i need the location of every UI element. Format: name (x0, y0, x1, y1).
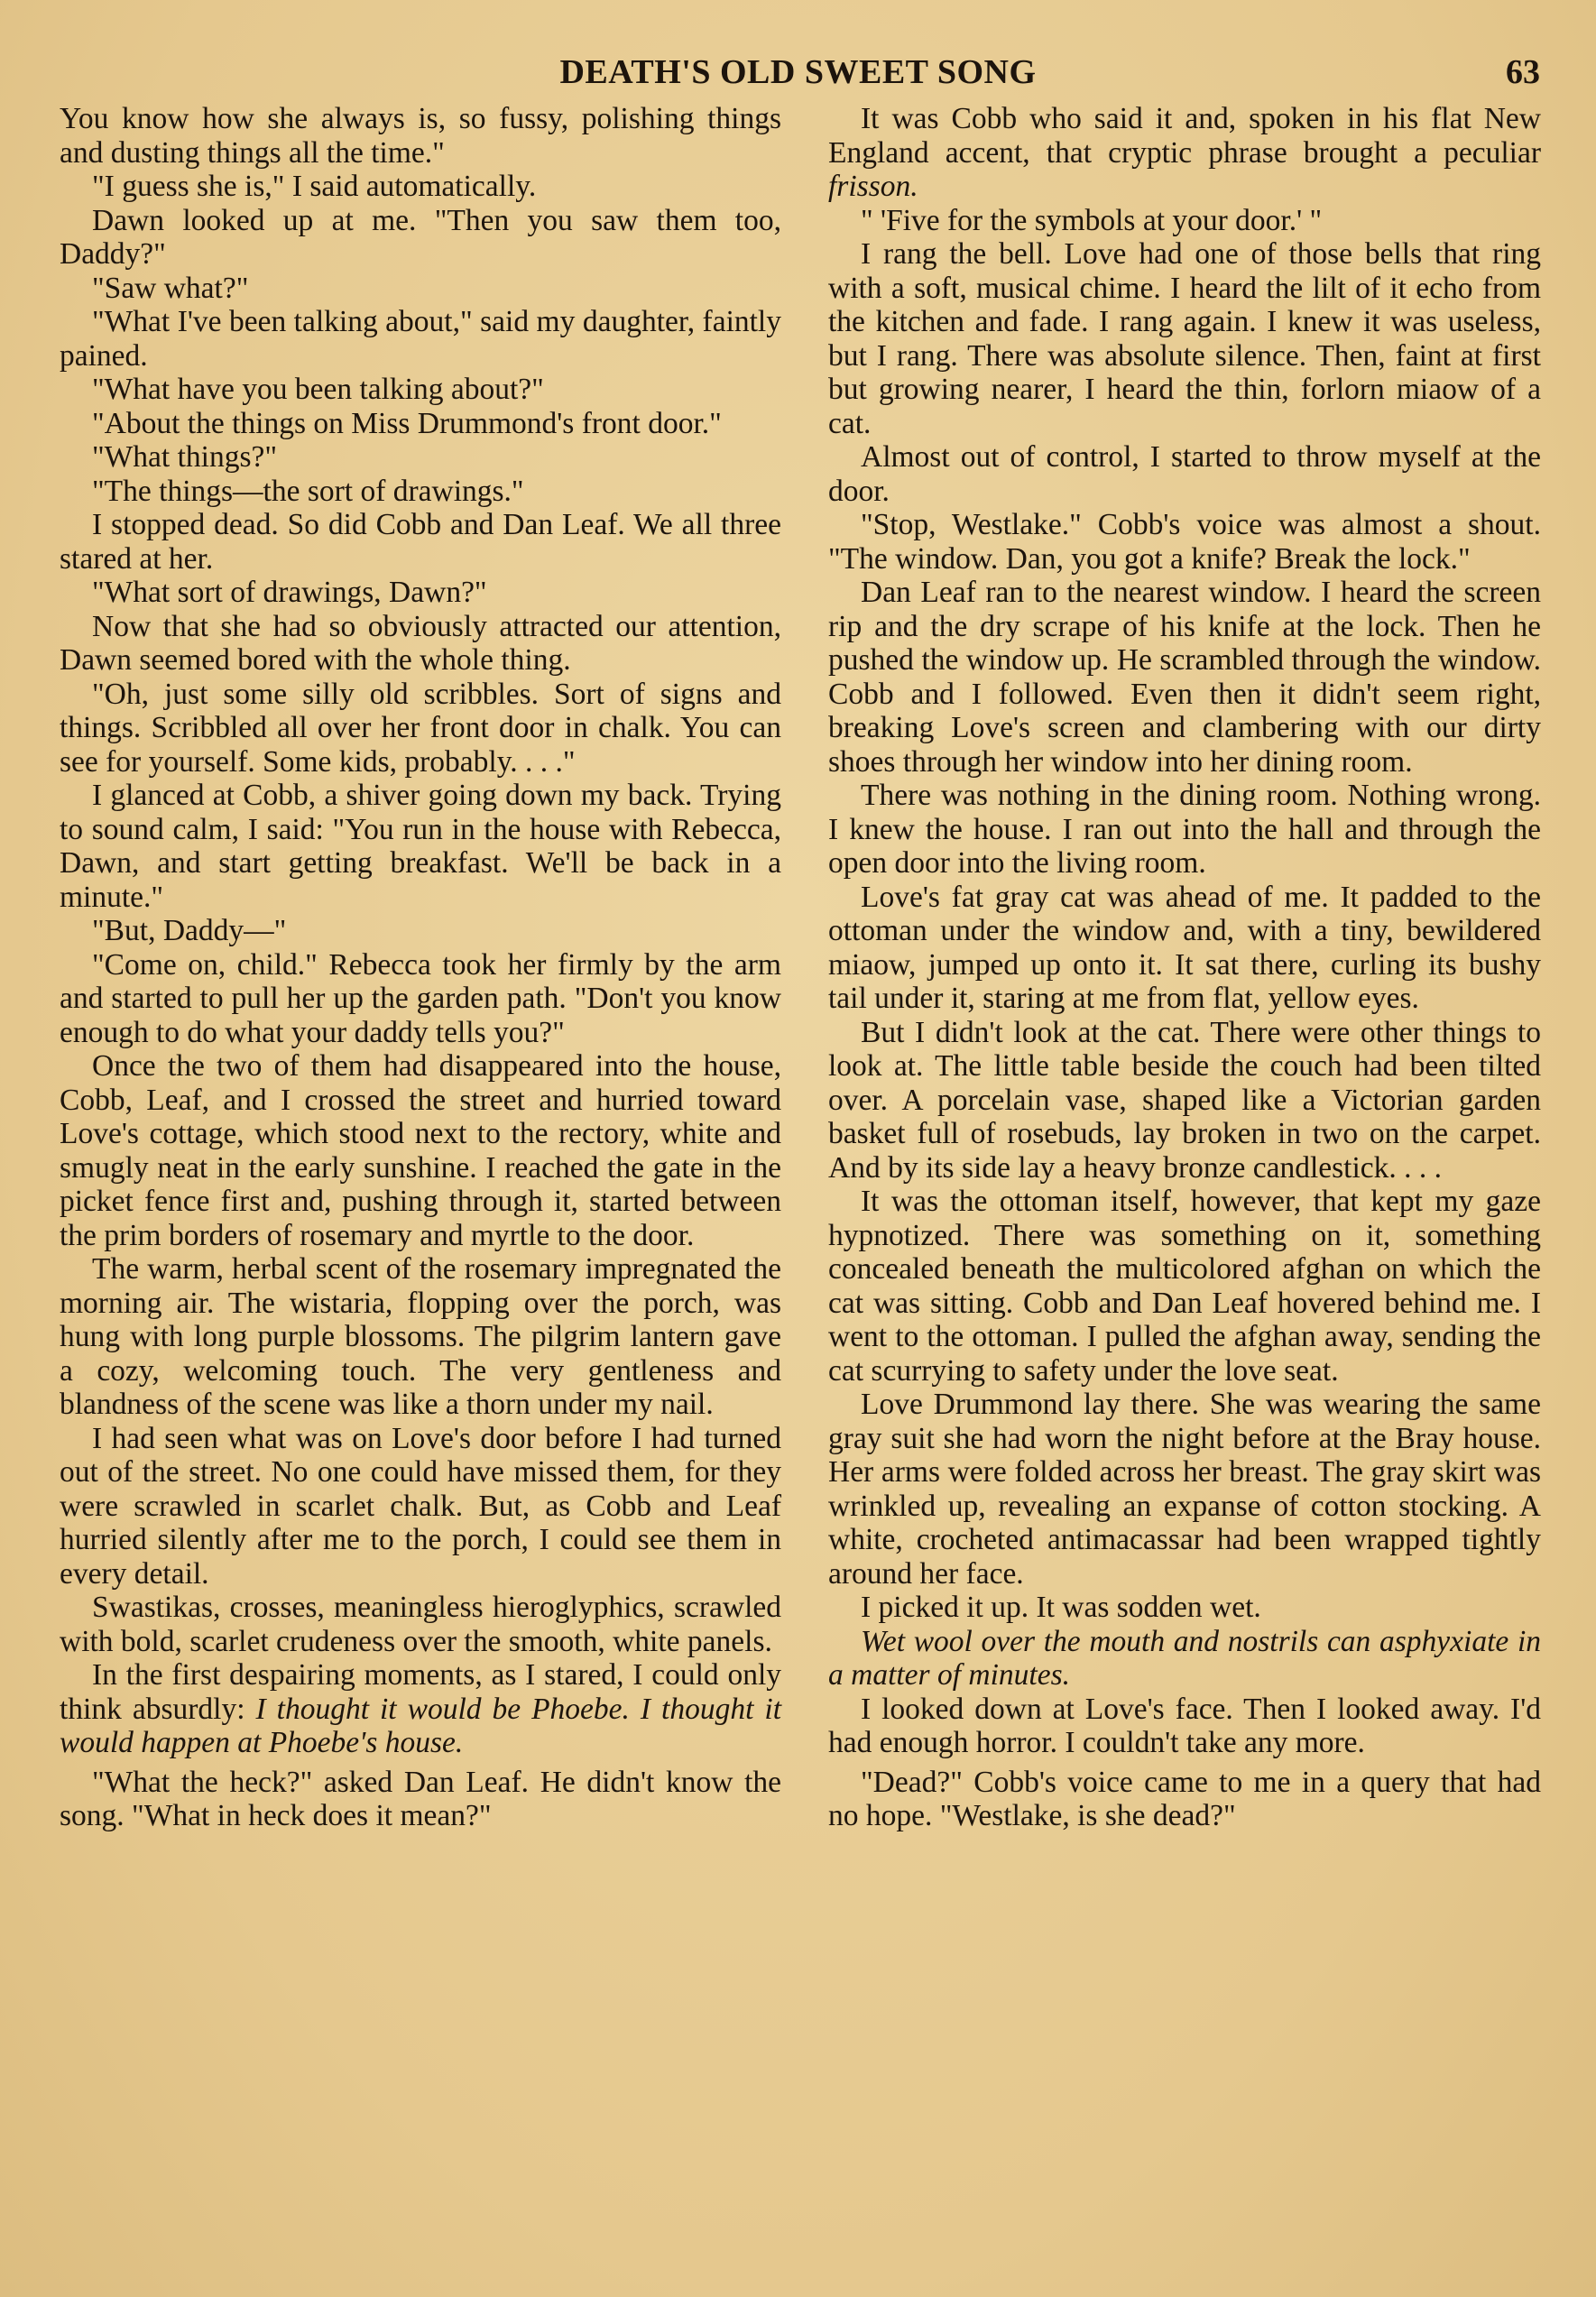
paragraph (828, 102, 1541, 204)
paragraph: I looked down at Love's face. Then I looked away. I'd had enough horror. I couldn't take any more. (828, 1692, 1541, 1759)
paragraph: It was the ottoman itself, however, that kept my gaze hypnotized. There was something on it, something concealed beneath the multicolored afghan on which the cat was sitting. Cobb and Dan Leaf hovered behind me. I went to the ottoman. I pulled the afghan away, sending the cat scurrying to safety under the love seat. (828, 1185, 1541, 1388)
paragraph: "About the things on Miss Drummond's front door." (92, 406, 722, 440)
italic-thought: I thought it would be Phoebe. I thought it would happen at Phoebe's house. (60, 1692, 781, 1759)
paragraph: "I guess she is," I said automatically. (92, 170, 537, 203)
italic-word: frisson. (828, 170, 918, 203)
paragraph-text: It was Cobb who said it and, spoken in his flat New England accent, that cryptic phrase brought a peculiar (828, 102, 1541, 170)
paragraph: Now that she had so obviously attracted our attention, Dawn seemed bored with the whole thing. (60, 609, 781, 677)
paragraph: "Come on, child." Rebecca took her firmly by the arm and started to pull her up the garden path. "Don't you know enough to do what your daddy tells you?" (60, 947, 781, 1049)
paragraph: The warm, herbal scent of the rosemary impregnated the morning air. The wistaria, flopping over the porch, was hung with long purple blossoms. The pilgrim lantern gave a cozy, welcoming touch. The very gentleness and blandness of the scene was like a thorn under my nail. (60, 1252, 781, 1421)
paragraph: "But, Daddy—" (92, 914, 287, 947)
paragraph: Love Drummond lay there. She was wearing the same gray suit she had worn the night before at the Bray house. Her arms were folded across her breast. The gray skirt was wrinkled up, revealing an expanse of cotton stocking. A white, crocheted antimacassar had been wrapped tightly around her face. (828, 1388, 1541, 1591)
italic-paragraph (828, 1625, 1541, 1693)
paragraph: " 'Five for the symbols at your door.' " (861, 203, 1323, 237)
paragraph: "Oh, just some silly old scribbles. Sort of signs and things. Scribbled all over her front door in chalk. You can see for yourself. Some kids, probably. . . ." (60, 677, 781, 779)
paragraph-text: In the first despairing moments, as I stared, I could only think absurdly: (60, 1658, 781, 1726)
paragraph: I had seen what was on Love's door before I had turned out of the street. No one could have missed them, for they were scrawled in scarlet chalk. But, as Cobb and Leaf hurried silently after me to the porch, I could see them in every detail. (60, 1421, 781, 1591)
page-header (0, 52, 1596, 97)
paragraph: Dan Leaf ran to the nearest window. I heard the screen rip and the dry scrape of his knife at the lock. Then he pushed the window up. He scrambled through the window. Cobb and I followed. Even then it didn't seem right, breaking Love's screen and clambering with our dirty shoes through her window into her dining room. (828, 576, 1541, 779)
paragraph: Once the two of them had disappeared into the house, Cobb, Leaf, and I crossed the street and hurried toward Love's cottage, which stood next to the rectory, white and smugly neat in the early sunshine. I reached the gate in the picket fence first and, pushing through it, started between the prim borders of rosemary and myrtle to the door. (60, 1049, 781, 1252)
paragraph: Swastikas, crosses, meaningless hieroglyphics, scrawled with bold, scarlet crudeness over the smooth, white panels. (60, 1591, 781, 1658)
paragraph: "Stop, Westlake." Cobb's voice was almost a shout. "The window. Dan, you got a knife? Break the lock." (828, 508, 1541, 576)
paragraph: "What the heck?" asked Dan Leaf. He didn't know the song. "What in heck does it mean?" (60, 1765, 781, 1832)
paragraph: Almost out of control, I started to throw myself at the door. (828, 440, 1541, 508)
italic-text: Wet wool over the mouth and nostrils can asphyxiate in a matter of minutes. (828, 1624, 1541, 1692)
paragraph: Dawn looked up at me. "Then you saw them too, Daddy?" (60, 203, 781, 271)
paragraph: Love's fat gray cat was ahead of me. It padded to the ottoman under the window and, with a tiny, bewildered miaow, jumped up onto it. It sat there, curling its bushy tail under it, staring at me from flat, yellow eyes. (828, 880, 1541, 1015)
right-column (828, 102, 1541, 1833)
paragraph: I picked it up. It was sodden wet. (861, 1591, 1261, 1624)
paragraph: "What have you been talking about?" (92, 373, 544, 406)
paragraph: "Saw what?" (92, 271, 249, 305)
left-column (60, 102, 781, 1833)
paragraph: I stopped dead. So did Cobb and Dan Leaf. We all three stared at her. (60, 508, 781, 576)
paragraph: You know how she always is, so fussy, polishing things and dusting things all the time." (60, 102, 781, 170)
paragraph: "The things—the sort of drawings." (92, 474, 524, 508)
paragraph: "What things?" (92, 440, 278, 474)
paragraph (60, 1658, 781, 1760)
page-number: 63 (1506, 53, 1540, 91)
paragraph: I rang the bell. Love had one of those bells that ring with a soft, musical chime. I heard the lilt of it echo from the kitchen and fade. I rang again. I knew it was useless, but I rang. There was absolute silence. Then, faint at first but growing nearer, I heard the thin, forlorn miaow of a cat. (828, 237, 1541, 440)
paragraph: "What sort of drawings, Dawn?" (92, 576, 487, 609)
paragraph: "What I've been talking about," said my daughter, faintly pained. (60, 305, 781, 373)
paragraph: I glanced at Cobb, a shiver going down my back. Trying to sound calm, I said: "You run in the house with Rebecca, Dawn, and start getting breakfast. We'll be back in a minute." (60, 779, 781, 914)
paragraph: There was nothing in the dining room. Nothing wrong. I knew the house. I ran out into the hall and through the open door into the living room. (828, 779, 1541, 880)
paragraph: But I didn't look at the cat. There were other things to look at. The little table beside the couch had been tilted over. A porcelain vase, shaped like a Victorian garden basket full of rosebuds, lay broken in two on the carpet. And by its side lay a heavy bronze candlestick. . . . (828, 1015, 1541, 1185)
running-head: DEATH'S OLD SWEET SONG (559, 53, 1037, 91)
paragraph: "Dead?" Cobb's voice came to me in a query that had no hope. "Westlake, is she dead?" (828, 1765, 1541, 1832)
